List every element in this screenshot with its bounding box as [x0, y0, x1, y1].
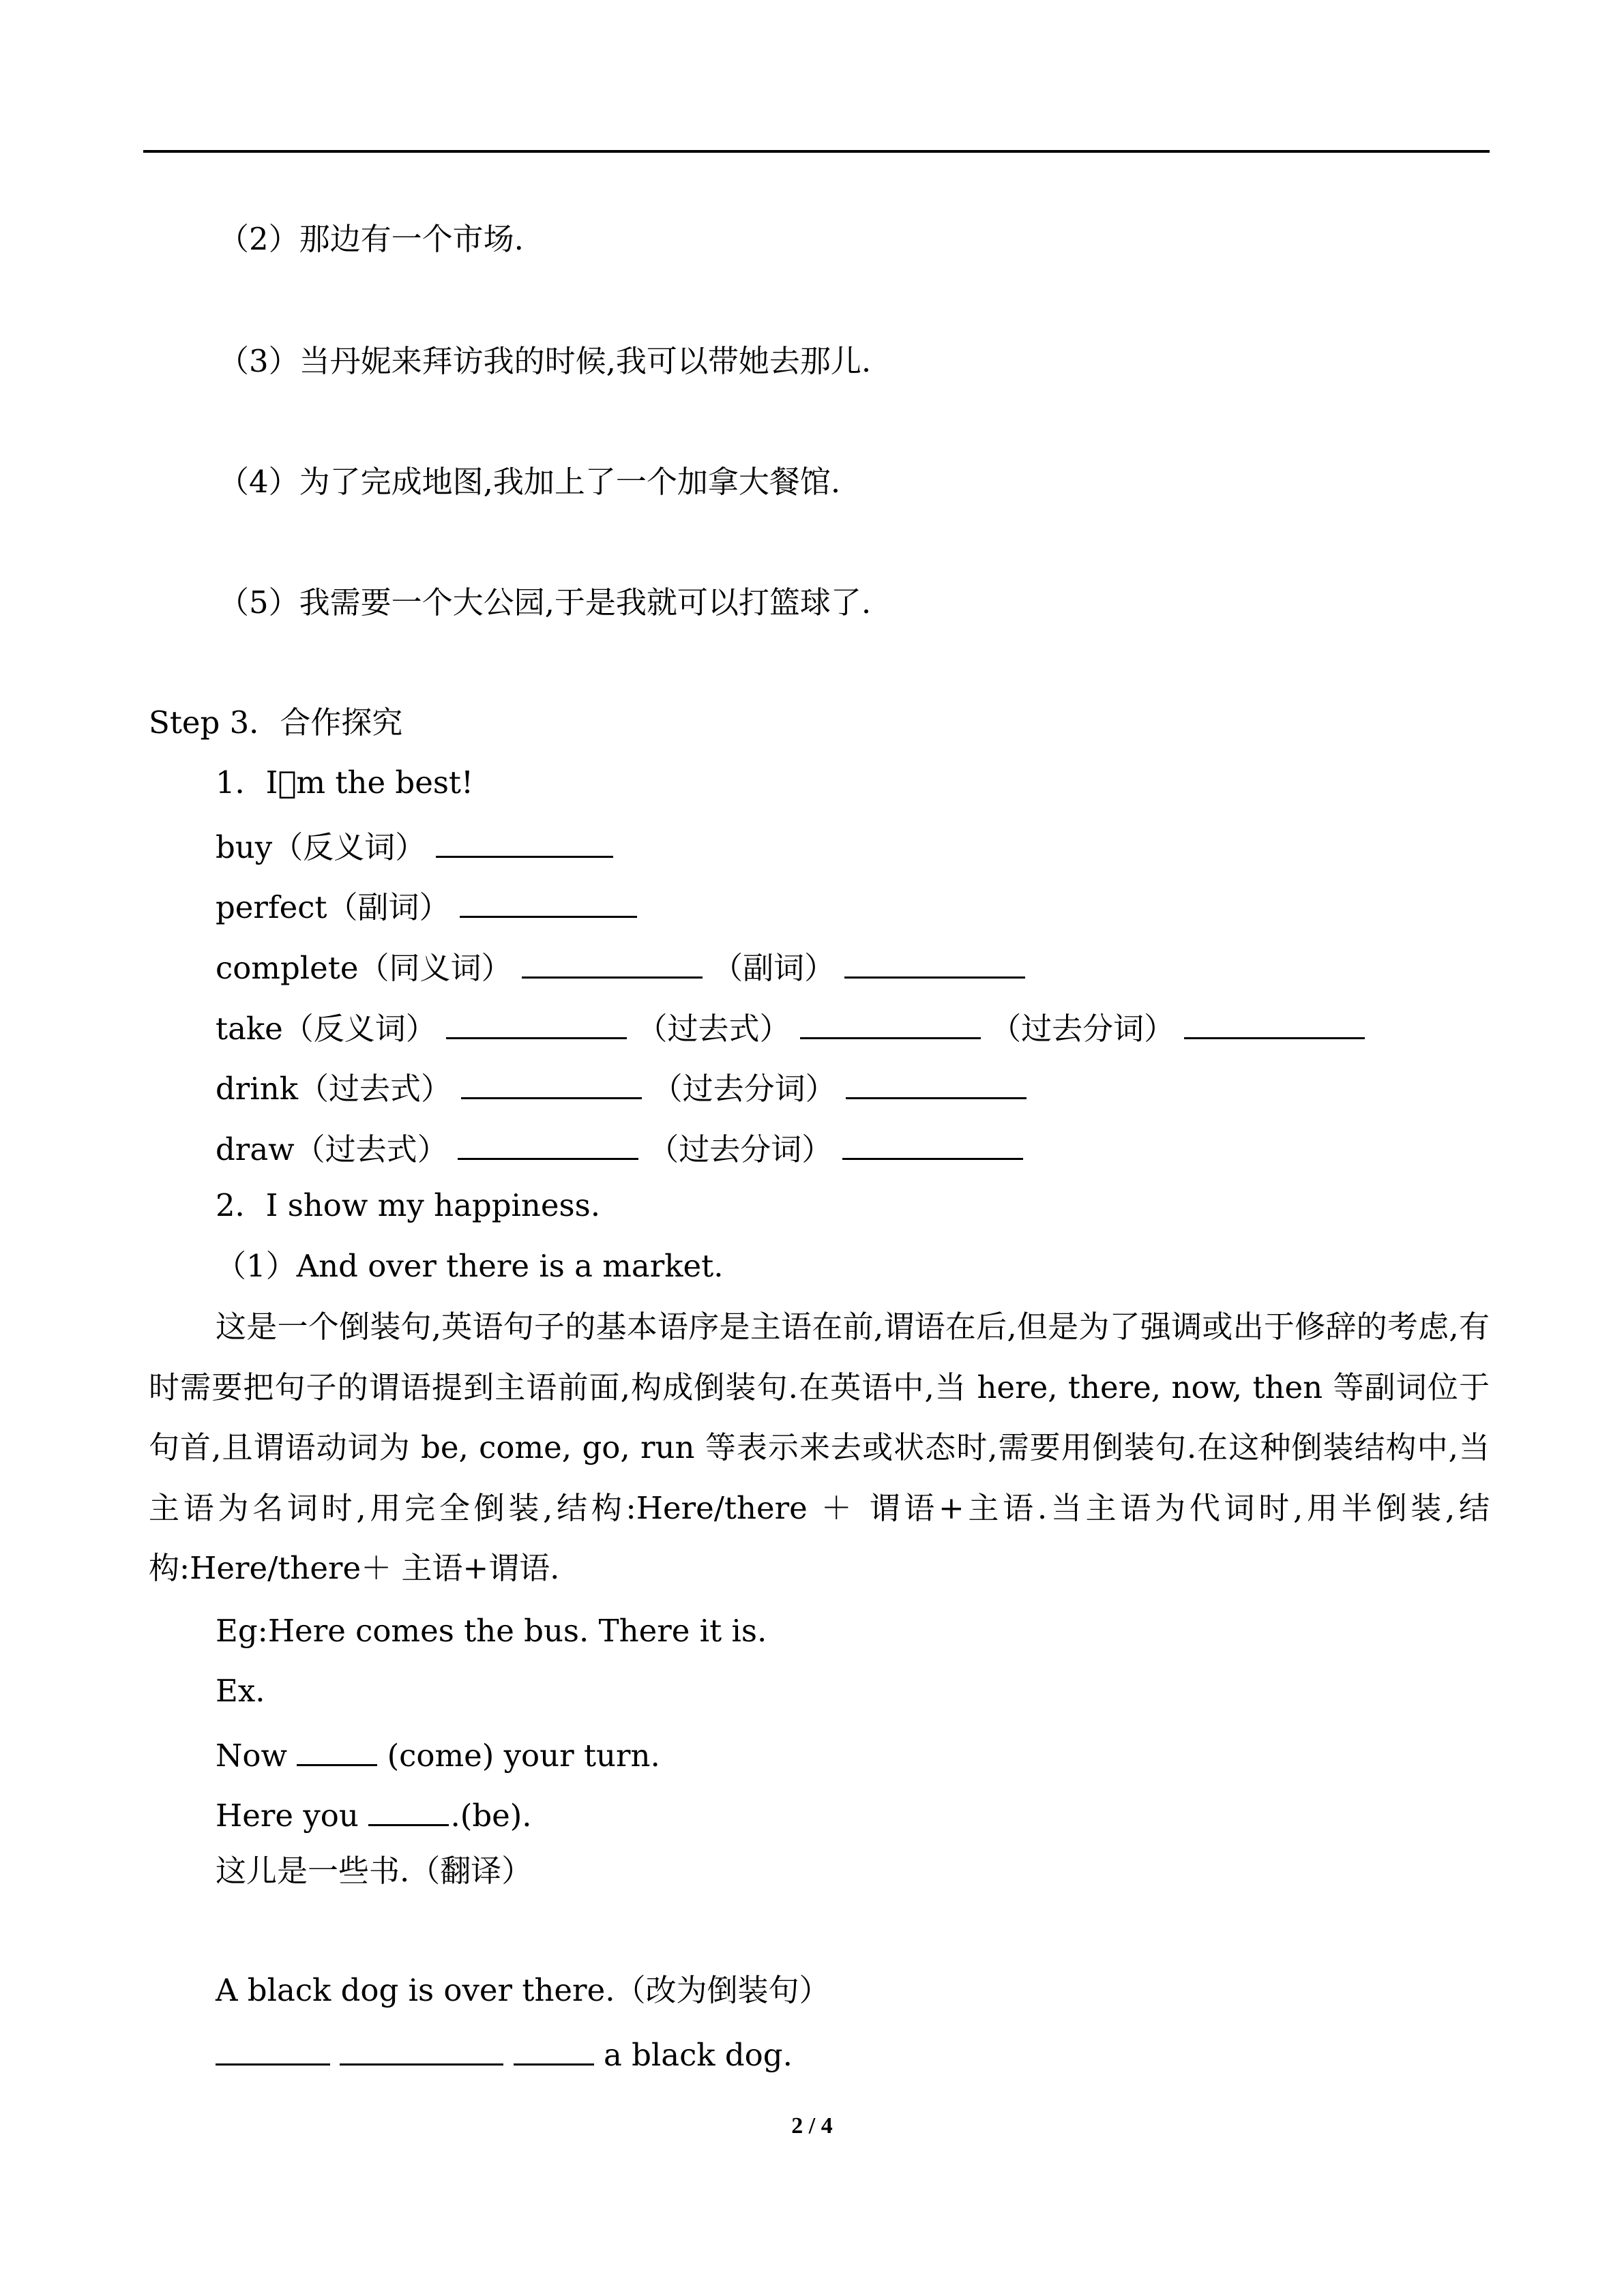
- answer-blank[interactable]: [297, 1733, 377, 1766]
- answer-blank[interactable]: [368, 1793, 449, 1826]
- exercise-take: [216, 1006, 1365, 1048]
- step3-heading: Step 3．合作探究: [149, 704, 403, 741]
- translation-item-3: （3）当丹妮来拜访我的时候,我可以带她去那儿.: [218, 343, 872, 379]
- answer-blank[interactable]: [846, 1066, 1027, 1099]
- answer-blank[interactable]: [216, 2032, 330, 2066]
- exercise-q3: 这儿是一些书.（翻译）: [216, 1853, 533, 1889]
- exercise-complete-label: complete（同义词）: [216, 950, 512, 986]
- answer-blank[interactable]: [800, 1006, 981, 1039]
- exercise-drink-label: drink（过去式）: [216, 1071, 452, 1107]
- exercise-take-past-label: （过去式）: [636, 1011, 791, 1047]
- answer-blank[interactable]: [844, 945, 1025, 979]
- answer-blank[interactable]: [842, 1127, 1023, 1160]
- exercise-complete-adv-label: （副词）: [712, 950, 836, 986]
- exercise-label: Ex.: [216, 1673, 265, 1709]
- part2-sub1: （1）And over there is a market.: [216, 1248, 724, 1284]
- translation-item-2: （2）那边有一个市场.: [218, 221, 524, 257]
- exercise-q2-after: .(be).: [450, 1798, 532, 1834]
- translation-item-5: （5）我需要一个大公园,于是我就可以打篮球了.: [218, 584, 872, 621]
- answer-blank[interactable]: [460, 884, 637, 918]
- exercise-perfect-label: perfect（副词）: [216, 889, 450, 925]
- exercise-take-pp-label: （过去分词）: [990, 1011, 1175, 1047]
- example-sentence: Eg:Here comes the bus. There it is.: [216, 1613, 767, 1649]
- answer-blank[interactable]: [461, 1066, 642, 1099]
- exercise-q4-answer: [216, 2032, 793, 2074]
- page-number: 2 / 4: [791, 2113, 833, 2138]
- exercise-drink-pp-label: （过去分词）: [651, 1071, 836, 1107]
- exercise-take-label: take（反义词）: [216, 1011, 437, 1047]
- exercise-q4: A black dog is over there.（改为倒装句）: [216, 1972, 830, 2008]
- exercise-q4-tail: a black dog.: [603, 2037, 793, 2073]
- answer-blank[interactable]: [522, 945, 703, 979]
- answer-blank[interactable]: [458, 1127, 638, 1160]
- exercise-draw-label: draw（过去式）: [216, 1131, 448, 1167]
- exercise-q1: [216, 1733, 660, 1775]
- exercise-draw: [216, 1127, 1023, 1169]
- answer-blank[interactable]: [340, 2032, 503, 2066]
- answer-blank[interactable]: [514, 2032, 594, 2066]
- exercise-buy-label: buy（反义词）: [216, 829, 426, 865]
- inversion-explanation: 这是一个倒装句,英语句子的基本语序是主语在前,谓语在后,但是为了强调或出于修辞的考虑,有时需要把句子的谓语提到主语前面,构成倒装句.在英语中,当 here, there, now, then 等副词位于句首,且谓语动词为 be, come, go, run 等表示来去或状态时,需要用倒装句.在这种倒装结构中,当主语为名词时,用完全倒装,结构:Here/there ＋ 谓语+主语.当主语为代词时,用半倒装,结构:Here/there＋ 主语+谓语.: [149, 1309, 1490, 1586]
- exercise-drink: [216, 1066, 1027, 1108]
- header-rule: [143, 150, 1490, 153]
- exercise-complete: [216, 945, 1025, 987]
- translation-item-4: （4）为了完成地图,我加上了一个加拿大餐馆.: [218, 464, 841, 500]
- part2-title: 2．I show my happiness.: [216, 1187, 601, 1223]
- exercise-q1-before: Now: [216, 1738, 287, 1774]
- answer-blank[interactable]: [436, 824, 613, 858]
- exercise-q2-before: Here you: [216, 1798, 359, 1834]
- answer-blank[interactable]: [446, 1006, 627, 1039]
- answer-blank[interactable]: [1184, 1006, 1365, 1039]
- exercise-buy: [216, 824, 613, 867]
- part1-title: 1．I m the best!: [216, 764, 474, 801]
- exercise-perfect: [216, 884, 637, 927]
- exercise-q2: [216, 1793, 532, 1835]
- exercise-q1-after: (come) your turn.: [387, 1738, 660, 1774]
- exercise-draw-pp-label: （过去分词）: [648, 1131, 833, 1167]
